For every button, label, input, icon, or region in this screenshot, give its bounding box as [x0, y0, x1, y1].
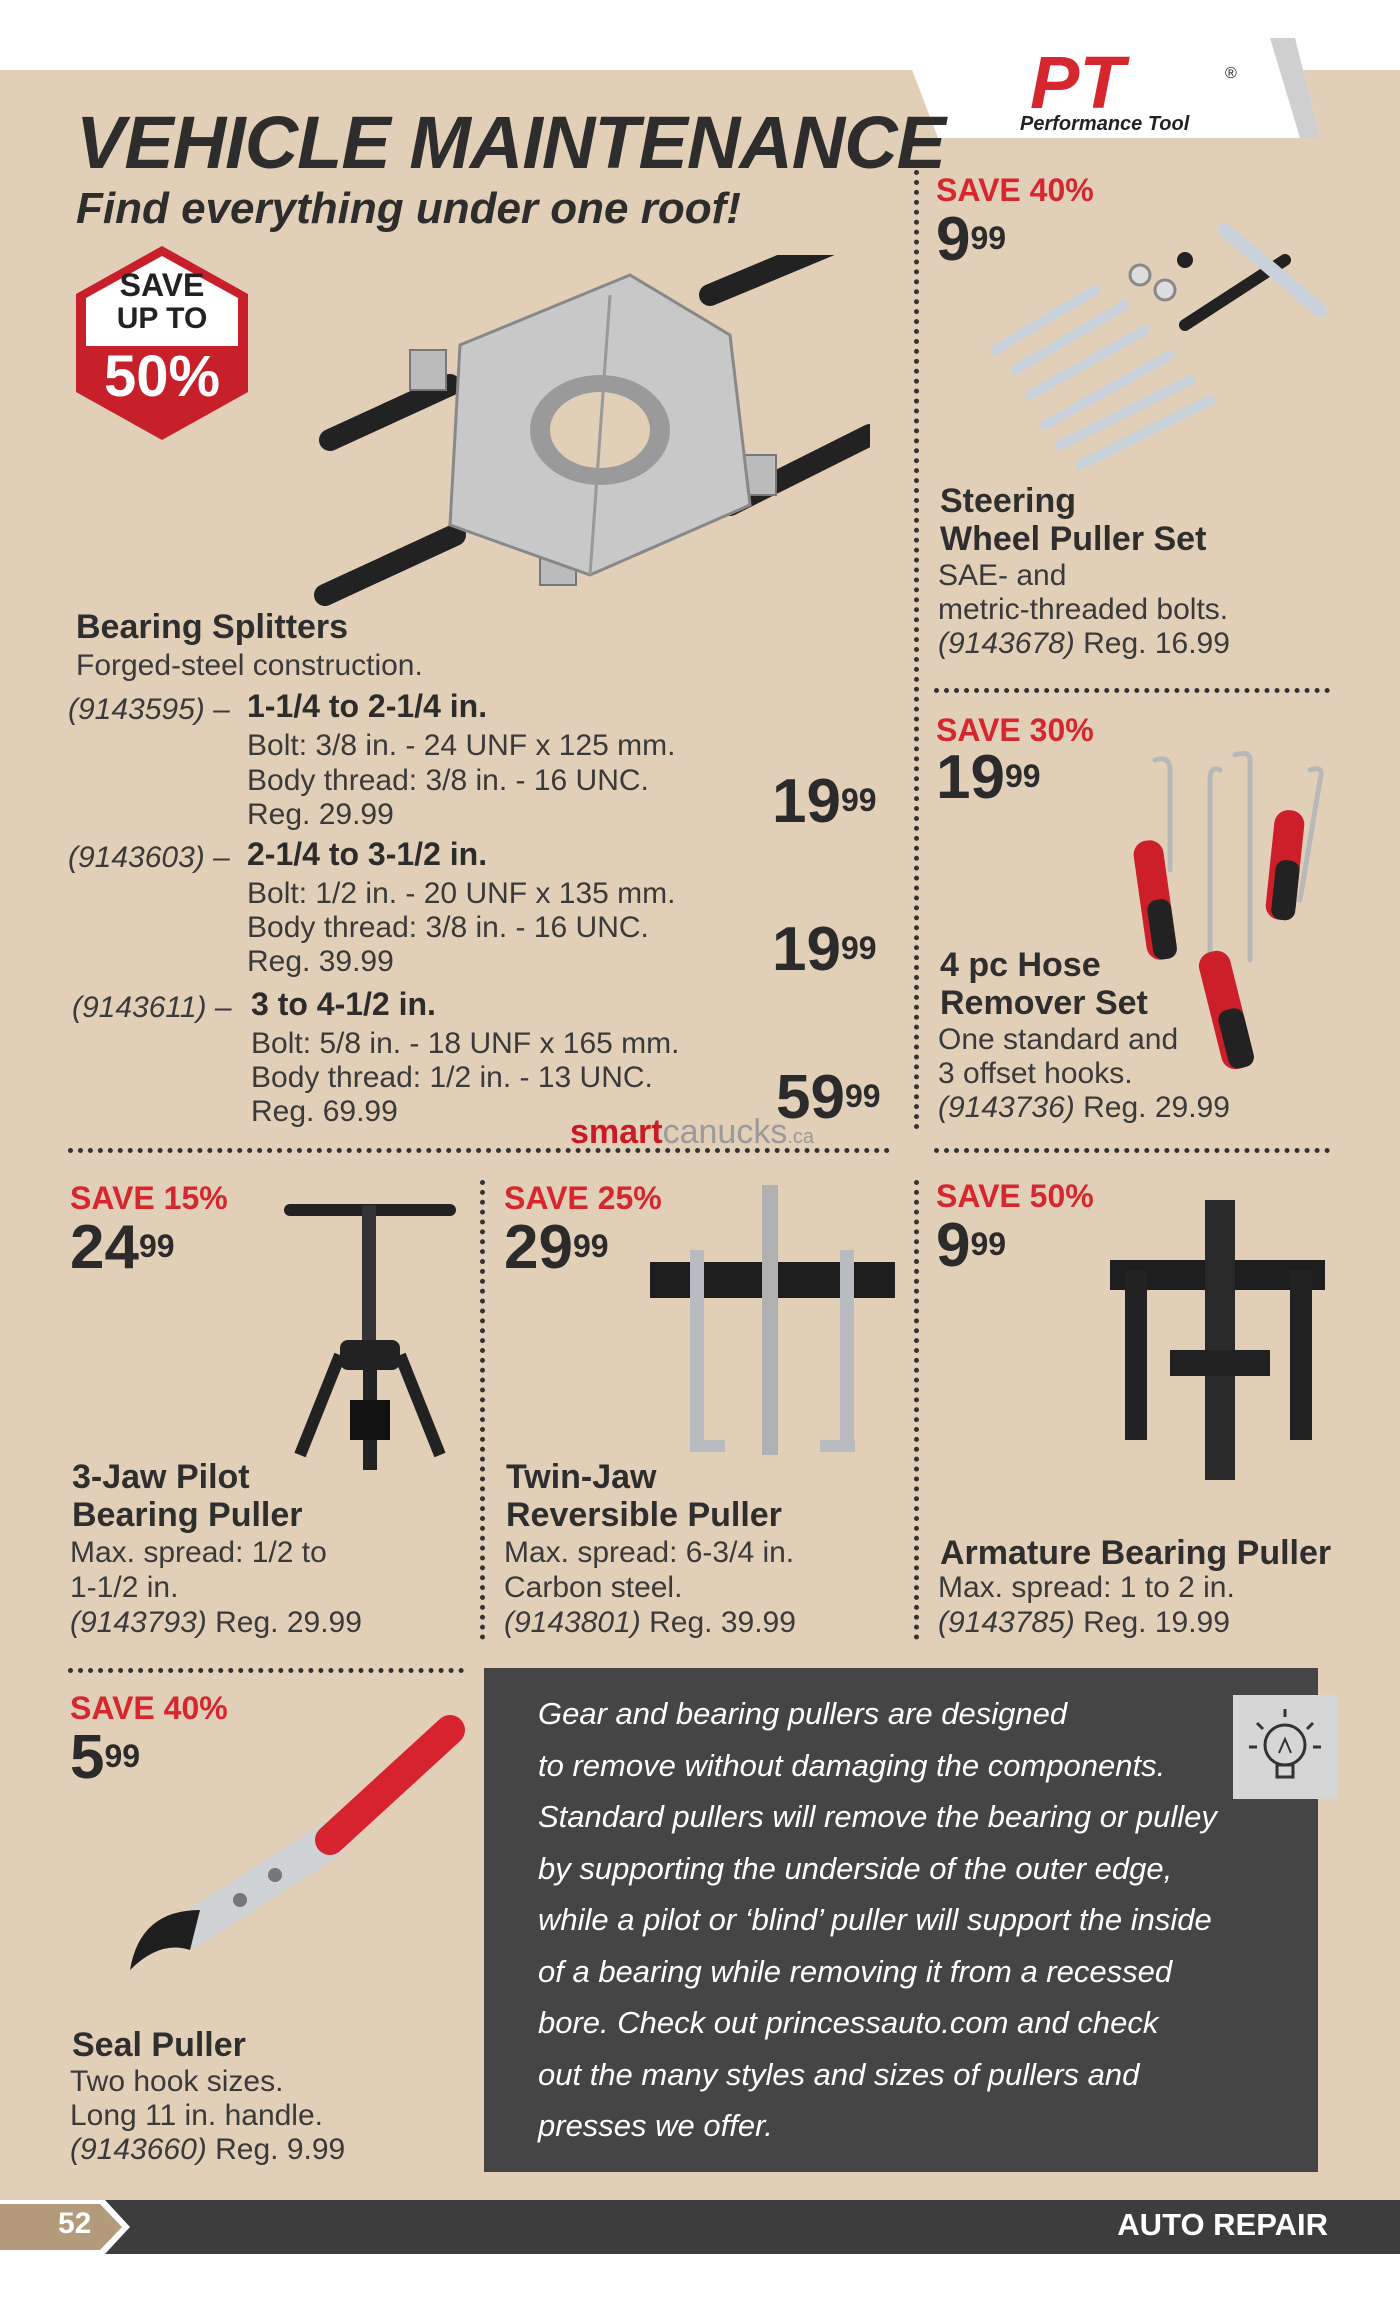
twinjaw-name-line2: Reversible Puller	[506, 1496, 782, 1534]
armature-save: SAVE 50%	[936, 1178, 1094, 1214]
steering-name-line1: Steering	[940, 482, 1077, 520]
brand-name: Performance Tool	[1020, 113, 1190, 135]
tip-text	[538, 1688, 1258, 2152]
threejaw-name-line2: Bearing Puller	[72, 1496, 303, 1534]
threejaw-desc-line2: 1-1/2 in.	[70, 1571, 179, 1604]
tip-line: by supporting the underside of the outer edge,	[538, 1850, 1173, 1886]
save-badge	[76, 246, 248, 440]
bearing-splitters-name: Bearing Splitters	[76, 608, 349, 646]
badge-save-text: SAVE	[119, 267, 205, 303]
size-1-body: Body thread: 3/8 in. - 16 UNC.	[247, 764, 649, 797]
brand-logo	[900, 38, 1320, 146]
threejaw-puller-image	[280, 1185, 460, 1475]
section-label: AUTO REPAIR	[1117, 2207, 1328, 2242]
hose-name-line1: 4 pc Hose	[940, 946, 1101, 984]
divider-horizontal-right-1	[934, 688, 1330, 693]
threejaw-name-line1: 3-Jaw Pilot	[72, 1458, 250, 1496]
tip-line: while a pilot or ‘blind’ puller will support the inside	[538, 1902, 1212, 1937]
tip-line: to remove without damaging the components.	[538, 1747, 1166, 1783]
size-2-reg: Reg. 39.99	[247, 945, 394, 978]
armature-name: Armature Bearing Puller	[940, 1534, 1332, 1572]
seal-puller-image	[120, 1710, 470, 2010]
size-3-body: Body thread: 1/2 in. - 13 UNC.	[251, 1061, 653, 1094]
steering-puller-image	[985, 220, 1330, 475]
seal-save: SAVE 40%	[70, 1690, 228, 1726]
size-3-bolt: Bolt: 5/8 in. - 18 UNF x 165 mm.	[251, 1027, 680, 1060]
bearing-splitter-image	[310, 255, 870, 635]
hose-name-line2: Remover Set	[940, 984, 1148, 1022]
tip-line: presses we offer.	[538, 2108, 773, 2143]
seal-price: $5^{99}$	[70, 1723, 141, 1792]
size-2-range: 2-1/4 to 3-1/2 in.	[247, 836, 488, 872]
size-3-range: 3 to 4-1/2 in.	[251, 986, 436, 1022]
steering-sku-reg: (9143678) Reg. 16.99	[938, 627, 1230, 660]
size-2-bolt: Bolt: 1/2 in. - 20 UNF x 135 mm.	[247, 877, 676, 910]
size-1-bolt: Bolt: 3/8 in. - 24 UNF x 125 mm.	[247, 729, 676, 762]
lightbulb-icon	[1233, 1695, 1337, 1799]
steering-price: $9^{99}$	[936, 205, 1007, 274]
seal-desc-line1: Two hook sizes.	[70, 2065, 284, 2098]
tip-line: bore. Check out princessauto.com and check	[538, 2005, 1159, 2040]
armature-price: $9^{99}$	[936, 1211, 1007, 1280]
size-1-sku: (9143595) –	[68, 693, 230, 726]
hose-desc-line2: 3 offset hooks.	[938, 1057, 1133, 1090]
size-1-reg: Reg. 29.99	[247, 798, 394, 831]
hose-sku-reg: (9143736) Reg. 29.99	[938, 1091, 1230, 1124]
twinjaw-desc-line1: Max. spread: 6-3/4 in.	[504, 1536, 795, 1569]
badge-percent-text: 50%	[103, 344, 221, 409]
badge-upto-text: UP TO	[116, 302, 208, 335]
steering-name-line2: Wheel Puller Set	[940, 520, 1207, 558]
divider-horizontal-left-mid	[68, 1148, 890, 1153]
seal-sku-reg: (9143660) Reg. 9.99	[70, 2133, 346, 2166]
steering-desc-line1: SAE- and	[938, 559, 1067, 592]
twinjaw-sku-reg: (9143801) Reg. 39.99	[504, 1606, 796, 1639]
tip-line: out the many styles and sizes of pullers and	[538, 2056, 1140, 2092]
size-2-price: $19^{99}$	[772, 915, 877, 984]
armature-desc: Max. spread: 1 to 2 in.	[938, 1571, 1235, 1604]
watermark: smartcanucks.ca	[570, 1113, 815, 1151]
brand-reg-mark: ®	[1225, 65, 1237, 82]
bearing-splitters-desc: Forged-steel construction.	[76, 649, 423, 682]
size-2-sku: (9143603) –	[68, 841, 230, 874]
twinjaw-puller-image	[650, 1180, 900, 1470]
seal-name: Seal Puller	[72, 2026, 246, 2064]
threejaw-sku-reg: (9143793) Reg. 29.99	[70, 1606, 362, 1639]
divider-vertical-mid-1	[480, 1180, 485, 1640]
hose-save: SAVE 30%	[936, 712, 1094, 748]
size-3-sku: (9143611) –	[72, 991, 232, 1024]
threejaw-desc-line1: Max. spread: 1/2 to	[70, 1536, 327, 1569]
divider-vertical-mid-2	[914, 1180, 919, 1640]
twinjaw-desc-line2: Carbon steel.	[504, 1571, 683, 1604]
tip-line: Gear and bearing pullers are designed	[538, 1696, 1068, 1731]
twinjaw-name-line1: Twin-Jaw	[506, 1458, 657, 1496]
tip-line: of a bearing while removing it from a recessed	[538, 1953, 1173, 1989]
tip-line: Standard pullers will remove the bearing or pulley	[538, 1799, 1217, 1834]
size-2-body: Body thread: 3/8 in. - 16 UNC.	[247, 911, 649, 944]
threejaw-price: $24^{99}$	[70, 1213, 175, 1282]
size-3-reg: Reg. 69.99	[251, 1095, 398, 1128]
size-1-range: 1-1/4 to 2-1/4 in.	[247, 688, 488, 724]
size-1-price: $19^{99}$	[772, 767, 877, 836]
hose-desc-line1: One standard and	[938, 1023, 1179, 1056]
divider-horizontal-bottom-left	[68, 1668, 464, 1673]
armature-puller-image	[1110, 1200, 1330, 1490]
page-subtitle: Find everything under one roof!	[76, 184, 741, 233]
divider-vertical-right-top	[914, 170, 919, 1130]
steering-desc-line2: metric-threaded bolts.	[938, 593, 1229, 626]
brand-logo-letters: PT	[1030, 41, 1125, 124]
seal-desc-line2: Long 11 in. handle.	[70, 2099, 323, 2132]
twinjaw-price: $29^{99}$	[504, 1213, 609, 1282]
steering-save: SAVE 40%	[936, 172, 1094, 208]
armature-sku-reg: (9143785) Reg. 19.99	[938, 1606, 1230, 1639]
hose-price: $19^{99}$	[936, 743, 1041, 812]
threejaw-save: SAVE 15%	[70, 1180, 228, 1216]
twinjaw-save: SAVE 25%	[504, 1180, 662, 1216]
page-number: 52	[58, 2207, 92, 2240]
page-title: VEHICLE MAINTENANCE	[76, 101, 946, 184]
size-3-price: $59^{99}$	[776, 1063, 881, 1132]
divider-horizontal-right-2	[934, 1148, 1330, 1153]
